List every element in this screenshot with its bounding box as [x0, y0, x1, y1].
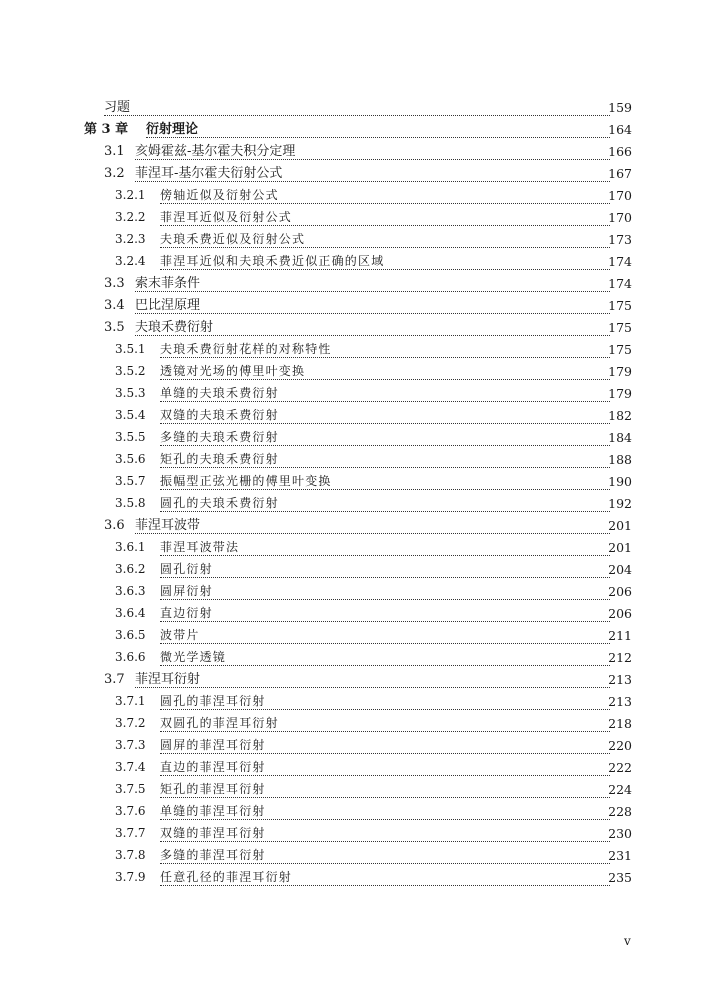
dot-leader	[160, 269, 610, 270]
toc-entry-title: 波带片	[160, 628, 200, 642]
toc-entry-title: 多缝的菲涅耳衍射	[160, 848, 266, 862]
toc-entry-title: 双缝的夫琅禾费衍射	[160, 408, 279, 422]
dot-leader	[160, 819, 610, 820]
toc-entry-number: 3.7.6	[115, 804, 146, 818]
toc-entry-title: 矩孔的夫琅禾费衍射	[160, 452, 279, 466]
toc-entry-title: 圆屏衍射	[160, 584, 213, 598]
toc-entry-page: 188	[608, 452, 632, 467]
toc-entry[interactable]	[0, 668, 706, 690]
toc-entry-page: 211	[608, 628, 632, 643]
toc-entry-page: 170	[608, 210, 632, 225]
dot-leader	[160, 577, 610, 578]
toc-entry-number: 3.6	[104, 518, 125, 533]
toc-entry[interactable]	[0, 206, 706, 228]
dot-leader	[160, 731, 610, 732]
dot-leader	[160, 357, 610, 358]
toc-entry-page: 182	[608, 408, 632, 423]
toc-entry-number: 3.6.2	[115, 562, 146, 576]
dot-leader	[135, 687, 610, 688]
toc-entry-title: 菲涅耳波带法	[160, 540, 240, 554]
dot-leader	[160, 203, 610, 204]
dot-leader	[135, 313, 610, 314]
dot-leader	[160, 423, 610, 424]
toc-entry-number: 3.7.9	[115, 870, 146, 884]
toc-entry-number: 3.4	[104, 298, 125, 313]
toc-entry[interactable]	[0, 690, 706, 712]
toc-entry-number: 3.5.2	[115, 364, 146, 378]
toc-entry-title: 圆孔衍射	[160, 562, 213, 576]
toc-entry-number: 3.6.5	[115, 628, 146, 642]
toc-entry-title: 菲涅耳近似和夫琅禾费近似正确的区域	[160, 254, 385, 268]
toc-entry-title: 多缝的夫琅禾费衍射	[160, 430, 279, 444]
toc-entry-page: 175	[608, 298, 632, 313]
toc-entry-page: 201	[608, 540, 632, 555]
toc-entry[interactable]	[0, 800, 706, 822]
toc-entry-page: 192	[608, 496, 632, 511]
toc-entry[interactable]	[0, 294, 706, 316]
toc-entry[interactable]	[0, 426, 706, 448]
toc-entry-page: 235	[608, 870, 632, 885]
toc-entry-number: 3.2.4	[115, 254, 146, 268]
toc-entry-number: 3.5.3	[115, 386, 146, 400]
dot-leader	[104, 115, 610, 116]
toc-entry[interactable]	[0, 558, 706, 580]
toc-entry-page: 213	[608, 694, 632, 709]
toc-entry[interactable]	[0, 734, 706, 756]
toc-entry-page: 220	[608, 738, 632, 753]
toc-entry-page: 179	[608, 364, 632, 379]
toc-entry[interactable]	[0, 778, 706, 800]
dot-leader	[160, 247, 610, 248]
toc-entry-page: 167	[608, 166, 632, 181]
toc-entry[interactable]	[0, 866, 706, 888]
toc-entry-number: 3.7.3	[115, 738, 146, 752]
toc-entry[interactable]	[0, 756, 706, 778]
toc-entry[interactable]	[0, 712, 706, 734]
dot-leader	[160, 379, 610, 380]
toc-entry-number: 3.2.3	[115, 232, 146, 246]
toc-entry[interactable]	[0, 382, 706, 404]
toc-entry-number: 第 3 章	[84, 122, 129, 137]
toc-entry-title: 夫琅禾费衍射花样的对称特性	[160, 342, 332, 356]
dot-leader	[135, 181, 610, 182]
toc-entry-page: 204	[608, 562, 632, 577]
dot-leader	[160, 665, 610, 666]
dot-leader	[160, 621, 610, 622]
dot-leader	[146, 137, 610, 138]
toc-entry[interactable]	[0, 580, 706, 602]
dot-leader	[135, 335, 610, 336]
toc-entry-page: 190	[608, 474, 632, 489]
toc-entry-page: 170	[608, 188, 632, 203]
toc-entry-page: 224	[608, 782, 632, 797]
toc-entry-title: 单缝的夫琅禾费衍射	[160, 386, 279, 400]
toc-entry-page: 174	[608, 276, 632, 291]
toc-entry-number: 3.5.5	[115, 430, 146, 444]
dot-leader	[160, 401, 610, 402]
dot-leader	[160, 709, 610, 710]
dot-leader	[135, 291, 610, 292]
toc-entry-number: 3.7.5	[115, 782, 146, 796]
dot-leader	[160, 511, 610, 512]
toc-entry-title: 习题	[104, 100, 131, 115]
dot-leader	[160, 445, 610, 446]
dot-leader	[160, 643, 610, 644]
toc-entry[interactable]	[0, 646, 706, 668]
dot-leader	[160, 775, 610, 776]
toc-entry[interactable]	[0, 228, 706, 250]
toc-entry-title: 直边衍射	[160, 606, 213, 620]
toc-entry[interactable]	[0, 624, 706, 646]
toc-entry-page: 164	[608, 122, 632, 137]
toc-entry-page: 212	[608, 650, 632, 665]
toc-entry-page: 166	[608, 144, 632, 159]
toc-entry[interactable]	[0, 448, 706, 470]
toc-entry-number: 3.7.7	[115, 826, 146, 840]
toc-entry-number: 3.7.8	[115, 848, 146, 862]
toc-entry-page: 218	[608, 716, 632, 731]
toc-entry-page: 201	[608, 518, 632, 533]
toc-entry-page: 159	[608, 100, 632, 115]
toc-entry-title: 巴比涅原理	[135, 298, 201, 313]
toc-entry-page: 222	[608, 760, 632, 775]
toc-entry[interactable]	[0, 316, 706, 338]
toc-entry-title: 傍轴近似及衍射公式	[160, 188, 279, 202]
toc-entry-page: 179	[608, 386, 632, 401]
dot-leader	[160, 753, 610, 754]
toc-entry-title: 圆孔的菲涅耳衍射	[160, 694, 266, 708]
toc-entry-number: 3.6.1	[115, 540, 146, 554]
toc-entry-title: 菲涅耳近似及衍射公式	[160, 210, 293, 224]
toc-entry[interactable]	[0, 338, 706, 360]
toc-entry-page: 206	[608, 606, 632, 621]
toc-entry[interactable]	[0, 536, 706, 558]
toc-entry[interactable]	[0, 844, 706, 866]
dot-leader	[160, 467, 610, 468]
toc-entry[interactable]	[0, 404, 706, 426]
toc-entry[interactable]	[0, 162, 706, 184]
dot-leader	[160, 225, 610, 226]
toc-entry-number: 3.7	[104, 672, 125, 687]
toc-entry-number: 3.6.4	[115, 606, 146, 620]
toc-entry-number: 3.1	[104, 144, 125, 159]
toc-entry-number: 3.5.8	[115, 496, 146, 510]
table-of-contents	[0, 96, 706, 888]
dot-leader	[160, 599, 610, 600]
toc-entry-page: 175	[608, 342, 632, 357]
toc-entry-number: 3.7.1	[115, 694, 146, 708]
toc-entry-page: 228	[608, 804, 632, 819]
toc-entry-number: 3.6.6	[115, 650, 146, 664]
toc-entry-number: 3.5.4	[115, 408, 146, 422]
dot-leader	[135, 533, 610, 534]
dot-leader	[160, 885, 610, 886]
toc-entry-title: 夫琅禾费衍射	[135, 320, 214, 335]
toc-entry-title: 索末菲条件	[135, 276, 201, 291]
toc-entry-page: 184	[608, 430, 632, 445]
toc-entry-title: 双缝的菲涅耳衍射	[160, 826, 266, 840]
toc-entry-number: 3.5.7	[115, 474, 146, 488]
toc-entry-page: 231	[608, 848, 632, 863]
toc-entry-title: 矩孔的菲涅耳衍射	[160, 782, 266, 796]
toc-entry[interactable]	[0, 822, 706, 844]
toc-entry-number: 3.2	[104, 166, 125, 181]
toc-entry-page: 230	[608, 826, 632, 841]
toc-entry-title: 夫琅禾费近似及衍射公式	[160, 232, 306, 246]
toc-entry[interactable]	[0, 602, 706, 624]
toc-entry[interactable]	[0, 272, 706, 294]
toc-entry-title: 菲涅耳衍射	[135, 672, 201, 687]
page-number: v	[624, 934, 631, 948]
toc-entry-page: 213	[608, 672, 632, 687]
dot-leader	[160, 489, 610, 490]
toc-entry-title: 单缝的菲涅耳衍射	[160, 804, 266, 818]
toc-entry-number: 3.6.3	[115, 584, 146, 598]
toc-entry-page: 174	[608, 254, 632, 269]
toc-entry[interactable]	[0, 492, 706, 514]
toc-entry-number: 3.2.1	[115, 188, 146, 202]
toc-entry-number: 3.7.2	[115, 716, 146, 730]
toc-entry-page: 175	[608, 320, 632, 335]
toc-entry-page: 173	[608, 232, 632, 247]
toc-entry-title: 直边的菲涅耳衍射	[160, 760, 266, 774]
toc-entry-title: 亥姆霍兹-基尔霍夫积分定理	[135, 144, 296, 159]
toc-entry-number: 3.5	[104, 320, 125, 335]
toc-entry-title: 菲涅耳波带	[135, 518, 201, 533]
toc-entry[interactable]	[0, 118, 706, 140]
dot-leader	[160, 555, 610, 556]
toc-entry-number: 3.5.1	[115, 342, 146, 356]
toc-entry[interactable]	[0, 514, 706, 536]
toc-entry[interactable]	[0, 96, 706, 118]
toc-entry[interactable]	[0, 250, 706, 272]
toc-entry-title: 任意孔径的菲涅耳衍射	[160, 870, 293, 884]
toc-entry[interactable]	[0, 470, 706, 492]
toc-entry-page: 206	[608, 584, 632, 599]
toc-entry-title: 菲涅耳-基尔霍夫衍射公式	[135, 166, 283, 181]
toc-entry[interactable]	[0, 140, 706, 162]
dot-leader	[160, 841, 610, 842]
toc-entry-title: 圆屏的菲涅耳衍射	[160, 738, 266, 752]
toc-entry-title: 透镜对光场的傅里叶变换	[160, 364, 306, 378]
dot-leader	[160, 863, 610, 864]
toc-entry-number: 3.3	[104, 276, 125, 291]
toc-entry-number: 3.2.2	[115, 210, 146, 224]
toc-entry-title: 微光学透镜	[160, 650, 227, 664]
toc-entry[interactable]	[0, 360, 706, 382]
toc-entry-title: 圆孔的夫琅禾费衍射	[160, 496, 279, 510]
toc-entry-number: 3.7.4	[115, 760, 146, 774]
toc-entry[interactable]	[0, 184, 706, 206]
toc-entry-title: 双圆孔的菲涅耳衍射	[160, 716, 279, 730]
dot-leader	[135, 159, 610, 160]
toc-entry-title: 衍射理论	[146, 122, 199, 137]
toc-entry-title: 振幅型正弦光栅的傅里叶变换	[160, 474, 332, 488]
toc-entry-number: 3.5.6	[115, 452, 146, 466]
dot-leader	[160, 797, 610, 798]
